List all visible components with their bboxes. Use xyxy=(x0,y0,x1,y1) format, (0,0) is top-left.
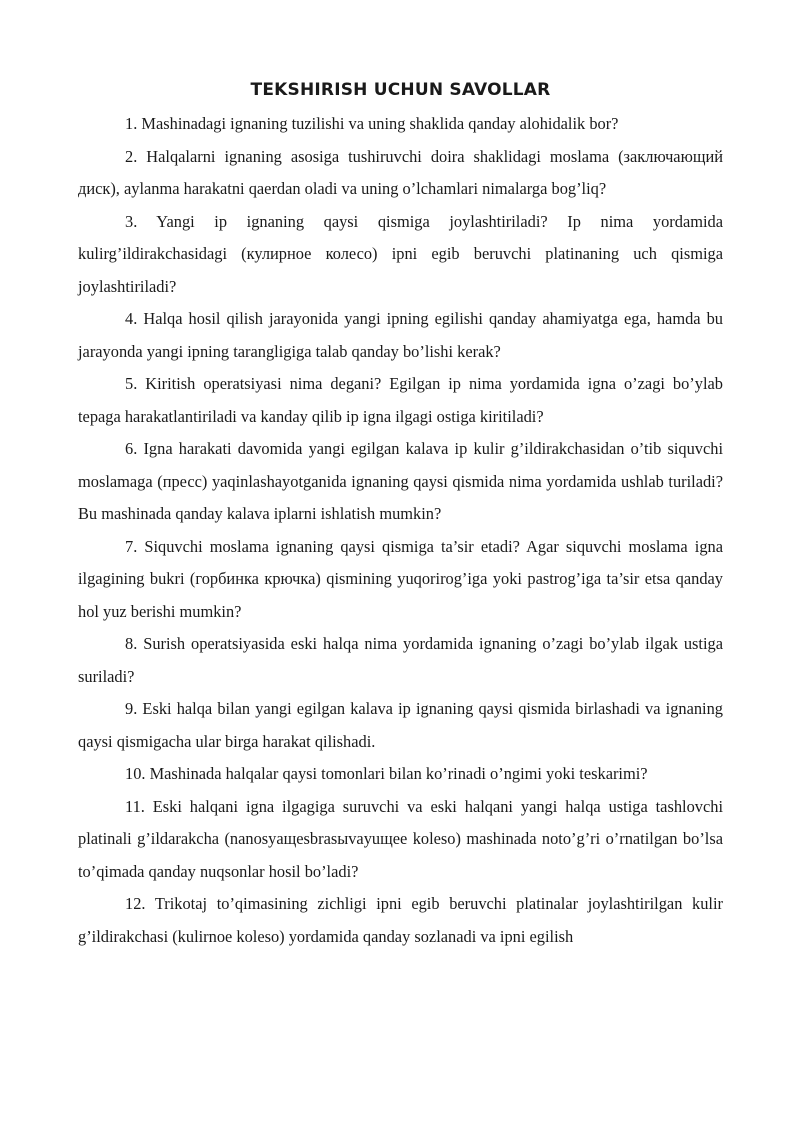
question-10: 10. Mashinada halqalar qaysi tomonlari bilan ko’rinadi o’ngimi yoki teskarimi? xyxy=(125,764,648,783)
question-12: 12. Trikotaj to’qimasining zichligi ipni egib beruvchi platinalar joylashtirilgan kulir g’ildirakchasi (kulirnoe koleso) yordamida qanday sozlanadi va ipni egilish xyxy=(78,894,723,946)
question-4: 4. Halqa hosil qilish jarayonida yangi ipning egilishi qanday ahamiyatga ega, hamda bu jarayonda yangi ipning tarangligiga talab qanday bo’lishi kerak? xyxy=(78,309,723,361)
document-page xyxy=(78,78,723,953)
question-7: 7. Siquvchi moslama ignaning qaysi qismiga ta’sir etadi? Agar siquvchi moslama igna ilgagining bukri (горбинка крючка) qismining yuqorirog’iga yoki pastrog’iga ta’sir etsa qanday hol yuz berishi mumkin? xyxy=(78,536,723,621)
question-6: 6. Igna harakati davomida yangi egilgan kalava ip kulir g’ildirakchasidan o’tib siquvchi moslamaga (пресс) yaqinlashayotganida ignaning qaysi qismida nima yordamida ushlab turiladi? Bu mashinada qanday kalava iplarni ishlatish mumkin? xyxy=(78,439,723,523)
question-5: 5. Kiritish operatsiyasi nima degani? Egilgan ip nima yordamida igna o’zagi bo’ylab tepaga harakatlantiriladi va kanday qilib ip igna ilgagi ostiga kiritiladi? xyxy=(78,374,723,426)
question-9: 9. Eski halqa bilan yangi egilgan kalava ip ignaning qaysi qismida birlashadi va ignaning qaysi qismigacha ular birga harakat qilishadi. xyxy=(78,699,723,751)
question-3: 3. Yangi ip ignaning qaysi qismiga joylashtiriladi? Ip nima yordamida kulirg’ildirakchasidagi (кулирное колесо) ipni egib beruvchi platinaning uch qismiga joylashtiriladi? xyxy=(78,211,723,296)
question-11: 11. Eski halqani igna ilgagiga suruvchi va eski halqani yangi halqa ustiga tashlovchi platinali g’ildarakcha (nanosyaщesbrasыvayuщee koleso) mashinada noto’g’ri o’rnatilgan bo’lsa to’qimada qanday nuqsonlar hosil bo’ladi? xyxy=(78,796,723,881)
page-title: TEKSHIRISH UCHUN SAVOLLAR xyxy=(250,80,551,100)
question-8: 8. Surish operatsiyasida eski halqa nima yordamida ignaning o’zagi bo’ylab ilgak ustiga suriladi? xyxy=(78,634,723,686)
question-1: 1. Mashinadagi ignaning tuzilishi va uning shaklida qanday alohidalik bor? xyxy=(125,114,619,133)
question-2: 2. Halqalarni ignaning asosiga tushiruvchi doira shaklidagi moslama (заключающий диск), aylanma harakatni qaerdan oladi va uning o’lchamlari nimalarga bog’liq? xyxy=(78,146,723,198)
